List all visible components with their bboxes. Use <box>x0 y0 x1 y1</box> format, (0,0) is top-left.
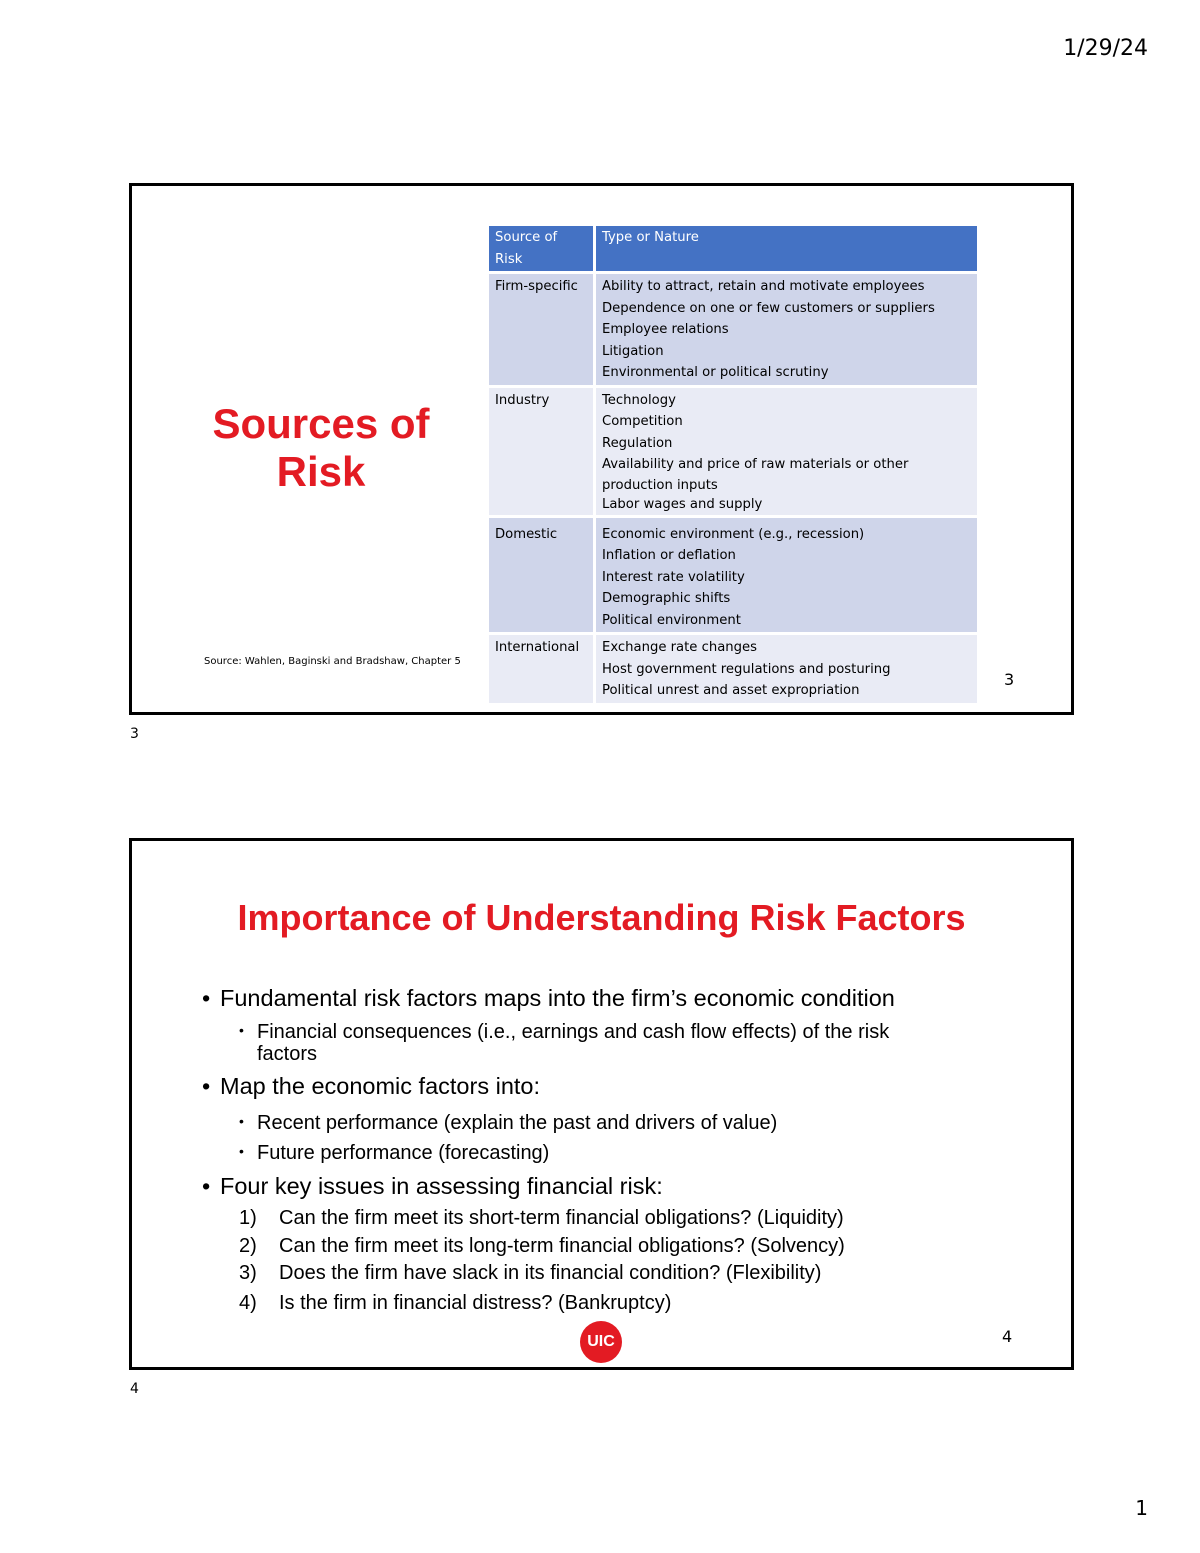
slide-under-label: 4 <box>130 1381 139 1397</box>
row-items: Technology Competition Regulation Availability and price of raw materials or other production inputs Labor wages and supply <box>596 388 977 518</box>
row-source: Industry <box>489 388 596 518</box>
sub-bullet-text: Financial consequences (i.e., earnings and cash flow effects) of the risk <box>257 1021 890 1043</box>
slide-under-label: 3 <box>130 726 139 742</box>
table-row <box>489 274 977 388</box>
sub-bullet-text: Future performance (forecasting) <box>257 1142 550 1164</box>
row-items: Economic environment (e.g., recession) Inflation or deflation Interest rate volatility Demographic shifts Political environment <box>596 518 977 636</box>
table-row <box>489 635 977 706</box>
bullet-text: Four key issues in assessing financial risk: <box>220 1173 663 1199</box>
slide-number: 3 <box>1004 670 1015 689</box>
table-row <box>489 388 977 518</box>
sub-bullet-text: factors <box>257 1043 318 1065</box>
row-source: International <box>489 635 596 706</box>
bullet: • Map the economic factors into: <box>202 1073 541 1099</box>
row-items: Exchange rate changes Host government regulations and posturing Political unrest and asset expropriation <box>596 635 977 706</box>
bullet-text: Fundamental risk factors maps into the firm’s economic condition <box>220 985 895 1011</box>
source-note: Source: Wahlen, Baginski and Bradshaw, Chapter 5 <box>204 656 461 667</box>
slide-risk-factors: Importance of Understanding Risk Factors • Fundamental risk factors maps into the firm’s economic condition • Financial consequences (i.e., earnings and cash flow effects) of the risk factors • Map the economic factors into: • Recent performance (explain the past and drivers of value) • Future performance (forecasting) • Four key issues in assessing financial risk: 1) Can the firm meet its short-term financial obligations? (Liquidity) 2) Can the firm meet its long-term financial obligations? (Solvency) 3) Does the firm have slack in its financial condition? (Flexibility) 4) Is the firm in financial distress? (Bankruptcy) UIC 4 <box>129 838 1074 1370</box>
bullet: • Fundamental risk factors maps into the firm’s economic condition <box>202 985 895 1011</box>
header-date: 1/29/24 <box>1063 36 1148 61</box>
sub-bullet: • Recent performance (explain the past and drivers of value) <box>239 1112 778 1134</box>
uic-logo: UIC <box>580 1321 622 1363</box>
table-header-row <box>489 226 977 274</box>
slide-sources-of-risk <box>129 183 1074 715</box>
row-source: Firm-specific <box>489 274 596 388</box>
sub-bullet: • Future performance (forecasting) <box>239 1142 550 1164</box>
slide-number: 4 <box>1002 1327 1013 1346</box>
page-number: 1 <box>1135 1496 1148 1520</box>
header-type: Type or Nature <box>596 226 977 274</box>
slide-title-line2: Risk <box>276 448 366 495</box>
bullet-text: Map the economic factors into: <box>220 1073 541 1099</box>
slide-title-line1: Sources of <box>212 400 430 447</box>
table-row <box>489 518 977 636</box>
bullet: • Four key issues in assessing financial risk: <box>202 1173 663 1199</box>
risk-sources-table <box>489 226 977 706</box>
header-source: Source of Risk <box>489 226 596 274</box>
slide-title: Importance of Understanding Risk Factors <box>237 897 966 938</box>
row-items: Ability to attract, retain and motivate employees Dependence on one or few customers or suppliers Employee relations Litigation Environmental or political scrutiny <box>596 274 977 388</box>
sub-bullet-text: Recent performance (explain the past and drivers of value) <box>257 1112 778 1134</box>
sub-bullet: • Financial consequences (i.e., earnings and cash flow effects) of the risk factors <box>239 1021 890 1065</box>
slide-title <box>186 400 456 496</box>
row-source: Domestic <box>489 518 596 636</box>
